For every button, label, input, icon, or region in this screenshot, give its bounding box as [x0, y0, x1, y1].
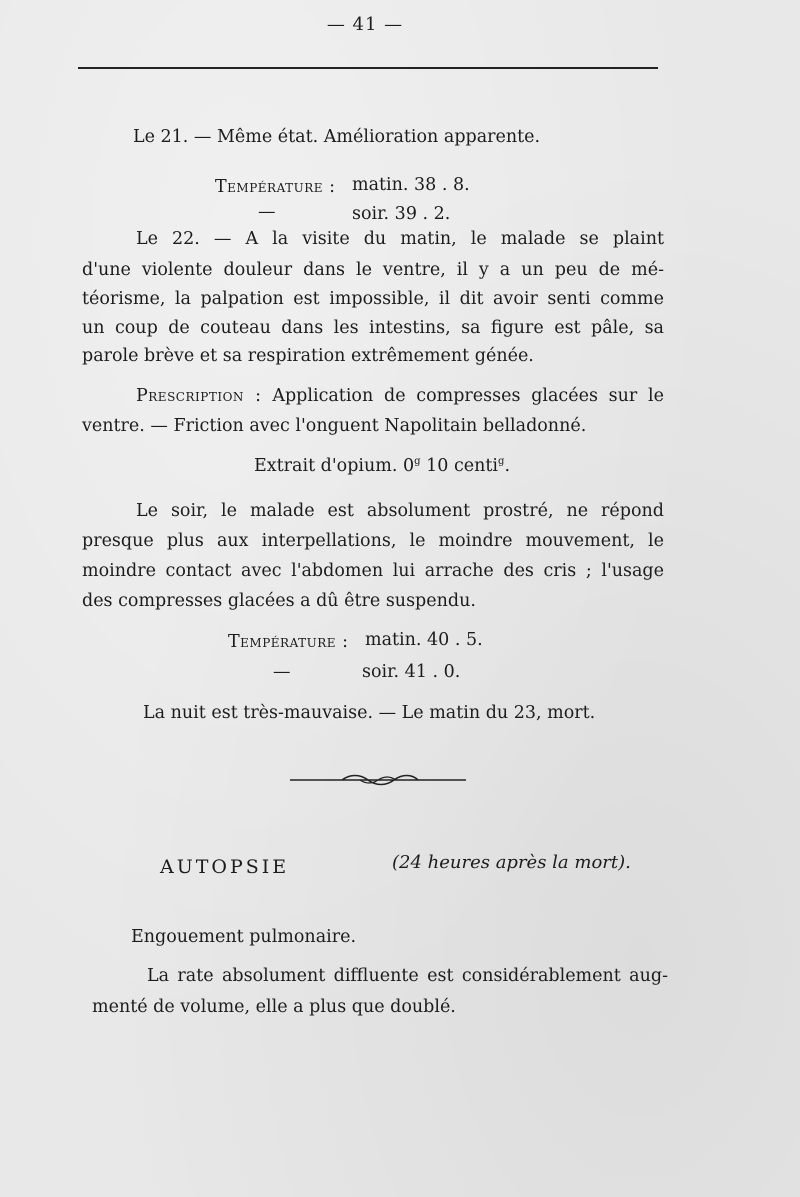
night-line: La nuit est très-mauvaise. — Le matin du 23, mort.: [143, 703, 596, 723]
temperature-label-text-2: Température :: [228, 632, 349, 652]
temperature-dash-1: —: [258, 202, 276, 222]
paragraph-soir-line-4: des compresses glacées a dû être suspendu.: [82, 591, 476, 611]
paragraph-soir-line-3: moindre contact avec l'abdomen lui arrache des cris ; l'usage: [82, 561, 664, 581]
paragraph-22-line-3: téorisme, la palpation est impossible, il dit avoir senti comme: [82, 289, 664, 309]
paragraph-22-line-4: un coup de couteau dans les intestins, sa figure est pâle, sa: [82, 318, 664, 338]
prescription-text: Application de compresses glacées sur le: [272, 386, 664, 406]
paragraph-soir-line-2: presque plus aux interpellations, le moindre mouvement, le: [82, 531, 664, 551]
temperature-label-text: Température :: [215, 177, 336, 197]
temperature-morning-2: matin. 40 . 5.: [365, 630, 483, 650]
paragraph-21: Le 21. — Même état. Amélioration apparente.: [133, 127, 541, 147]
prescription-label: Prescription :: [136, 386, 262, 406]
extract-line: [254, 456, 510, 476]
prescription-line-1: [136, 386, 664, 406]
extract-dose-rest: 10 centi: [420, 456, 499, 476]
header-rule: [78, 67, 658, 69]
temperature-dash-2: —: [273, 662, 291, 682]
temperature-label-2: [228, 632, 348, 652]
extract-unit-sup: g: [498, 456, 505, 468]
paragraph-soir-line-1: Le soir, le malade est absolument prostré, ne répond: [136, 501, 664, 521]
rate-line-2: menté de volume, elle a plus que doublé.: [92, 997, 456, 1017]
temperature-morning-1: matin. 38 . 8.: [352, 175, 470, 195]
extract-text: Extrait d'opium.: [254, 456, 398, 476]
temperature-evening-1: soir. 39 . 2.: [352, 204, 451, 224]
ornament-divider: [290, 774, 466, 786]
paragraph-22-line-5: parole brève et sa respiration extrêmement génée.: [82, 346, 534, 366]
prescription-line-2: ventre. — Friction avec l'onguent Napolitain belladonné.: [82, 416, 587, 436]
temperature-label-1: [215, 177, 335, 197]
autopsie-subtitle: (24 heures après la mort).: [392, 852, 631, 873]
temperature-evening-2: soir. 41 . 0.: [362, 662, 461, 682]
rate-line-1: La rate absolument diffluente est considérablement aug-: [147, 966, 668, 986]
extract-dose: 0: [403, 456, 415, 476]
extract-dose-sup: g: [414, 456, 421, 468]
extract-end: .: [504, 456, 511, 476]
engouement-line: Engouement pulmonaire.: [131, 927, 357, 947]
page-number: — 41 —: [326, 14, 404, 35]
paragraph-22-line-1: Le 22. — A la visite du matin, le malade se plaint: [136, 229, 664, 249]
paragraph-22-line-2: d'une violente douleur dans le ventre, il y a un peu de mé-: [82, 260, 664, 280]
autopsie-heading: AUTOPSIE: [160, 856, 290, 878]
